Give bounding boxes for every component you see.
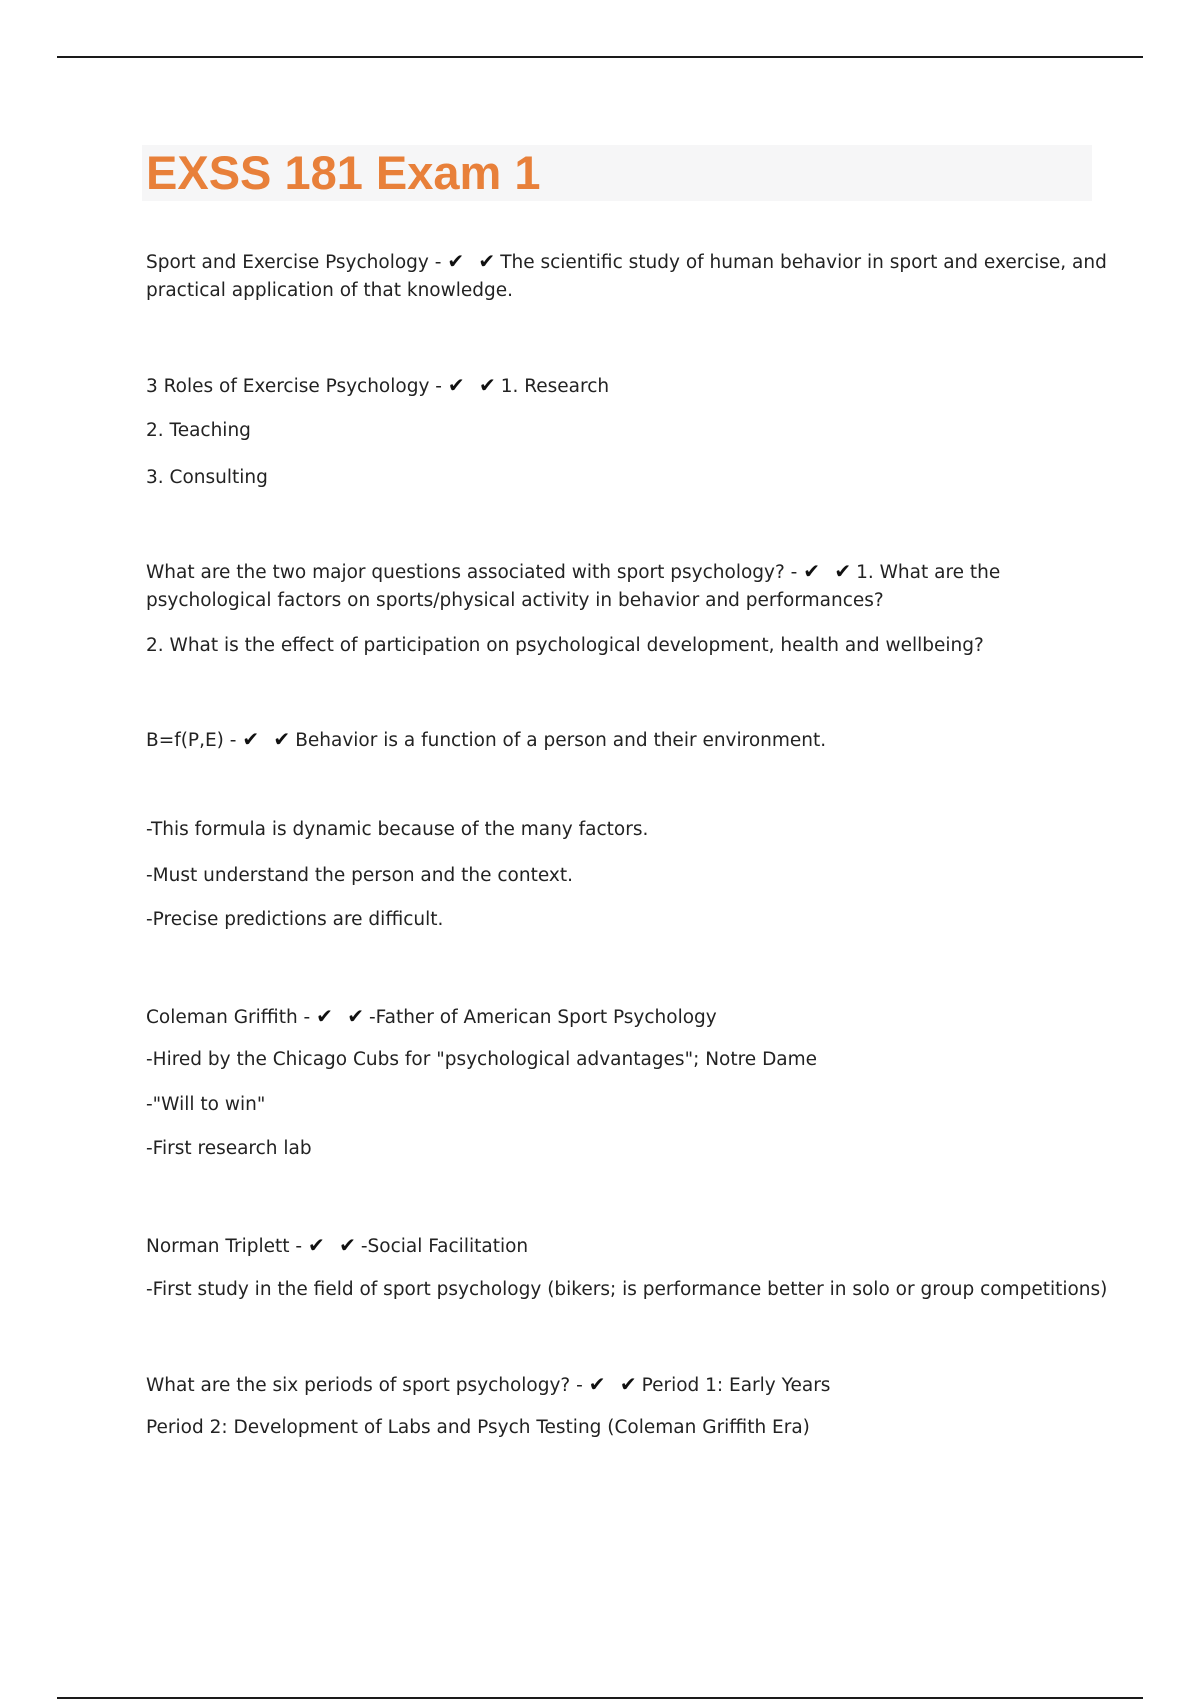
document-title: EXSS 181 Exam 1	[146, 146, 541, 199]
double-check-icon: ✔ ✔	[447, 373, 500, 397]
card-3-definition-line: 1. What are the	[856, 562, 1001, 583]
card-2-line-1	[146, 373, 609, 399]
card-7-term: What are the six periods of sport psychology? -	[146, 1375, 589, 1396]
card-6-line-1	[146, 1233, 528, 1259]
card-7-line-1	[146, 1372, 830, 1398]
double-check-icon: ✔ ✔	[316, 1004, 368, 1028]
card-6-line-2: -First study in the field of sport psychology (bikers; is performance better in solo or group competitions)	[146, 1279, 1108, 1300]
card-3-line-1	[146, 559, 1000, 585]
card-7-definition-line: Period 1: Early Years	[641, 1375, 831, 1396]
double-check-icon: ✔ ✔	[588, 1372, 641, 1396]
card-1-line-1	[146, 249, 1107, 275]
card-5-line-2: -Hired by the Chicago Cubs for "psychological advantages"; Notre Dame	[146, 1049, 818, 1070]
card-7-line-2: Period 2: Development of Labs and Psych Testing (Coleman Griffith Era)	[146, 1417, 810, 1438]
bottom-divider	[57, 1697, 1143, 1699]
card-2-definition-line: 1. Research	[500, 376, 610, 397]
card-5-line-1	[146, 1004, 717, 1030]
card-1-line-2: practical application of that knowledge.	[146, 280, 514, 301]
card-4-line-2: -This formula is dynamic because of the many factors.	[146, 819, 649, 840]
card-3-line-2: psychological factors on sports/physical activity in behavior and performances?	[146, 590, 884, 611]
card-4-term: B=f(P,E) -	[146, 730, 243, 751]
card-2-line-2: 2. Teaching	[146, 420, 251, 441]
card-4-line-4: -Precise predictions are difficult.	[146, 909, 444, 930]
double-check-icon: ✔ ✔	[242, 727, 295, 751]
top-divider	[57, 56, 1143, 58]
card-5-line-4: -First research lab	[146, 1138, 312, 1159]
card-4-line-3: -Must understand the person and the context.	[146, 865, 573, 886]
card-4-definition-line: Behavior is a function of a person and their environment.	[295, 730, 827, 751]
card-5-term: Coleman Griffith -	[146, 1007, 317, 1028]
card-4-line-1	[146, 727, 826, 753]
card-5-definition-line: -Father of American Sport Psychology	[368, 1007, 717, 1028]
double-check-icon: ✔ ✔	[307, 1233, 360, 1257]
card-1-definition-line: The scientific study of human behavior in sport and exercise, and	[500, 252, 1107, 273]
card-3-term: What are the two major questions associated with sport psychology? -	[146, 562, 804, 583]
card-3-line-3: 2. What is the effect of participation on psychological development, health and wellbeing?	[146, 635, 984, 656]
card-2-term: 3 Roles of Exercise Psychology -	[146, 376, 448, 397]
card-6-definition-line: -Social Facilitation	[360, 1236, 529, 1257]
card-2-line-3: 3. Consulting	[146, 467, 268, 488]
double-check-icon: ✔ ✔	[803, 559, 856, 583]
card-5-line-3: -"Will to win"	[146, 1094, 266, 1115]
card-1-term: Sport and Exercise Psychology -	[146, 252, 448, 273]
double-check-icon: ✔ ✔	[447, 249, 500, 273]
card-6-term: Norman Triplett -	[146, 1236, 308, 1257]
